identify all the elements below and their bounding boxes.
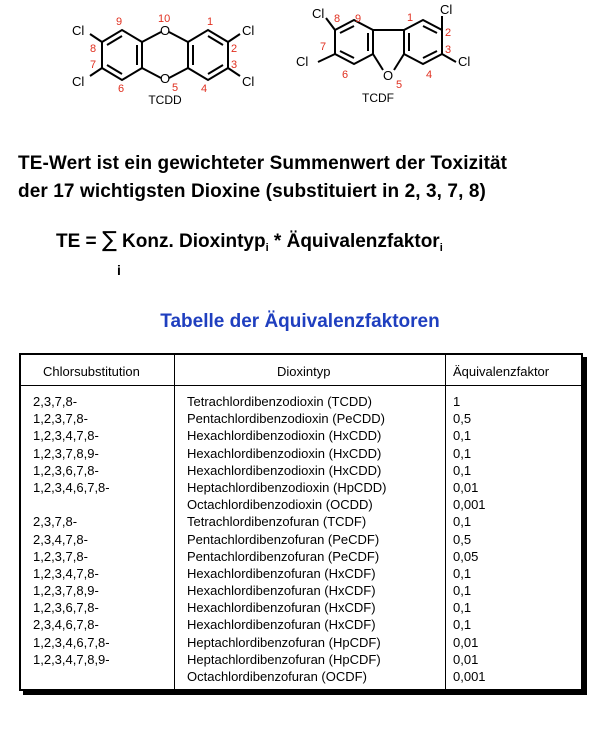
table-title: Tabelle der Äquivalenzfaktoren <box>160 311 440 332</box>
tcdd-structure <box>70 12 270 112</box>
table-row <box>21 565 581 582</box>
te-formula <box>56 228 443 254</box>
te-definition-heading <box>18 150 598 206</box>
cell-factor: 0,1 <box>453 600 472 616</box>
table-row <box>21 582 581 599</box>
atom-number: 6 <box>342 69 349 81</box>
cell-dioxintyp: Octachlordibenzodioxin (OCDD) <box>187 497 373 513</box>
header-divider <box>21 385 581 386</box>
cl-label: Cl <box>296 54 309 69</box>
cell-factor: 1 <box>453 394 461 409</box>
cell-factor: 0,001 <box>453 669 486 684</box>
heading-line-2: der 17 wichtigsten Dioxine (substituiert in 2, 3, 7, 8) <box>18 181 486 202</box>
cell-substitution: 1,2,3,4,7,8- <box>33 428 99 444</box>
atom-number: 2 <box>231 43 238 55</box>
table-row <box>21 496 581 513</box>
tcdd-diagram <box>70 12 270 112</box>
atom-number: 8 <box>334 13 341 25</box>
cell-dioxintyp: Heptachlordibenzodioxin (HpCDD) <box>187 479 387 495</box>
tcdf-structure <box>290 0 490 110</box>
column-header-substitution: Chlorsubstitution <box>43 364 140 379</box>
atom-number: 7 <box>320 41 327 53</box>
cell-dioxintyp: Pentachlordibenzofuran (PeCDF) <box>187 531 380 547</box>
tcdd-name-label: TCDD <box>148 93 182 107</box>
cl-label: Cl <box>72 74 85 89</box>
table-row <box>21 634 581 651</box>
cell-substitution: 1,2,3,4,6,7,8- <box>33 634 110 650</box>
cell-substitution: 1,2,3,4,7,8- <box>33 565 99 581</box>
atom-number: 4 <box>426 69 433 81</box>
table-row <box>21 410 581 427</box>
cell-factor: 0,1 <box>453 514 472 530</box>
equivalence-factor-table <box>19 353 583 691</box>
cell-substitution: 1,2,3,6,7,8- <box>33 462 99 478</box>
table-row <box>21 616 581 633</box>
cell-substitution: 1,2,3,4,7,8,9- <box>33 651 110 667</box>
cl-label: Cl <box>72 23 85 38</box>
cell-dioxintyp: Hexachlordibenzofuran (HxCDF) <box>187 565 376 581</box>
formula-subscript: i <box>439 242 443 254</box>
table-row <box>21 445 581 462</box>
cell-factor: 0,001 <box>453 497 486 513</box>
tcdf-name-label: TCDF <box>362 91 394 105</box>
cl-label: Cl <box>312 6 325 21</box>
cell-dioxintyp: Hexachlordibenzodioxin (HxCDD) <box>187 445 382 461</box>
cell-dioxintyp: Hexachlordibenzofuran (HxCDF) <box>187 583 376 599</box>
sum-index: i <box>117 262 121 278</box>
cell-substitution: 1,2,3,7,8,9- <box>33 445 99 461</box>
cell-factor: 0,01 <box>453 479 479 495</box>
heading-line-1: TE-Wert ist ein gewichteter Summenwert der Toxizität <box>18 153 508 174</box>
atom-number: 8 <box>90 43 97 55</box>
table-row <box>21 548 581 565</box>
atom-number: 1 <box>207 16 214 28</box>
atom-number: 7 <box>90 59 97 71</box>
atom-number: 4 <box>201 83 208 95</box>
column-header-factor: Äquivalenzfaktor <box>453 364 550 379</box>
cell-substitution: 2,3,7,8- <box>33 514 78 530</box>
cell-dioxintyp: Tetrachlordibenzofuran (TCDF) <box>187 514 367 530</box>
table-row <box>21 462 581 479</box>
cell-factor: 0,01 <box>453 634 479 650</box>
cell-dioxintyp: Hexachlordibenzofuran (HxCDF) <box>187 600 376 616</box>
cell-dioxintyp: Heptachlordibenzofuran (HpCDF) <box>187 651 381 667</box>
cl-label: Cl <box>458 54 471 69</box>
formula-term: Konz. Dioxintyp <box>116 231 266 252</box>
sigma-icon: ∑ <box>101 228 117 253</box>
cell-dioxintyp: Hexachlordibenzodioxin (HxCDD) <box>187 428 382 444</box>
cl-label: Cl <box>242 74 255 89</box>
table-row <box>21 427 581 444</box>
cell-factor: 0,01 <box>453 651 479 667</box>
formula-operator-term: * Äquivalenzfaktor <box>268 231 440 252</box>
atom-number: 6 <box>118 83 125 95</box>
cell-substitution: 2,3,4,6,7,8- <box>33 617 99 633</box>
table-row <box>21 479 581 496</box>
atom-number: 3 <box>445 44 452 56</box>
table-row <box>21 393 581 410</box>
cell-substitution: 1,2,3,4,6,7,8- <box>33 479 110 495</box>
oxygen-top-label: O <box>159 23 171 38</box>
cell-substitution: 2,3,7,8- <box>33 394 78 409</box>
cell-factor: 0,05 <box>453 548 479 564</box>
atom-number: 3 <box>231 59 238 71</box>
cell-factor: 0,1 <box>453 583 472 599</box>
table-row <box>21 599 581 616</box>
atom-number: 5 <box>172 82 179 94</box>
cell-substitution: 1,2,3,7,8- <box>33 548 88 564</box>
cell-dioxintyp: Octachlordibenzofuran (OCDF) <box>187 669 367 684</box>
cell-factor: 0,1 <box>453 428 472 444</box>
cell-factor: 0,5 <box>453 411 472 427</box>
cell-dioxintyp: Heptachlordibenzofuran (HpCDF) <box>187 634 381 650</box>
cell-dioxintyp: Pentachlordibenzodioxin (PeCDD) <box>187 411 385 427</box>
atom-number: 1 <box>407 12 414 24</box>
column-header-dioxintyp: Dioxintyp <box>277 364 331 379</box>
cell-substitution: 1,2,3,6,7,8- <box>33 600 99 616</box>
cell-dioxintyp: Hexachlordibenzodioxin (HxCDD) <box>187 462 382 478</box>
table-row <box>21 668 581 685</box>
formula-subscript: i <box>265 242 269 254</box>
cell-substitution: 2,3,4,7,8- <box>33 531 88 547</box>
cell-factor: 0,5 <box>453 531 472 547</box>
cell-factor: 0,1 <box>453 565 472 581</box>
formula-lhs: TE = <box>56 231 102 252</box>
cell-dioxintyp: Pentachlordibenzofuran (PeCDF) <box>187 548 380 564</box>
cell-substitution: 1,2,3,7,8,9- <box>33 583 99 599</box>
cell-factor: 0,1 <box>453 462 472 478</box>
cell-substitution: 1,2,3,7,8- <box>33 411 88 427</box>
oxygen-label: O <box>382 68 394 83</box>
oxygen-bottom-label: O <box>159 71 171 86</box>
atom-number: 5 <box>396 79 403 91</box>
cell-dioxintyp: Tetrachlordibenzodioxin (TCDD) <box>187 394 372 409</box>
cl-label: Cl <box>242 23 255 38</box>
table-row <box>21 651 581 668</box>
atom-number: 9 <box>116 16 123 28</box>
table-row <box>21 531 581 548</box>
cell-factor: 0,1 <box>453 445 472 461</box>
atom-number: 9 <box>355 13 362 25</box>
cell-dioxintyp: Hexachlordibenzofuran (HxCDF) <box>187 617 376 633</box>
cell-factor: 0,1 <box>453 617 472 633</box>
tcdf-diagram <box>290 0 490 110</box>
table-row <box>21 513 581 530</box>
atom-number: 10 <box>158 13 171 25</box>
table-body <box>21 393 581 685</box>
cl-label: Cl <box>440 2 453 17</box>
atom-number: 2 <box>445 27 452 39</box>
